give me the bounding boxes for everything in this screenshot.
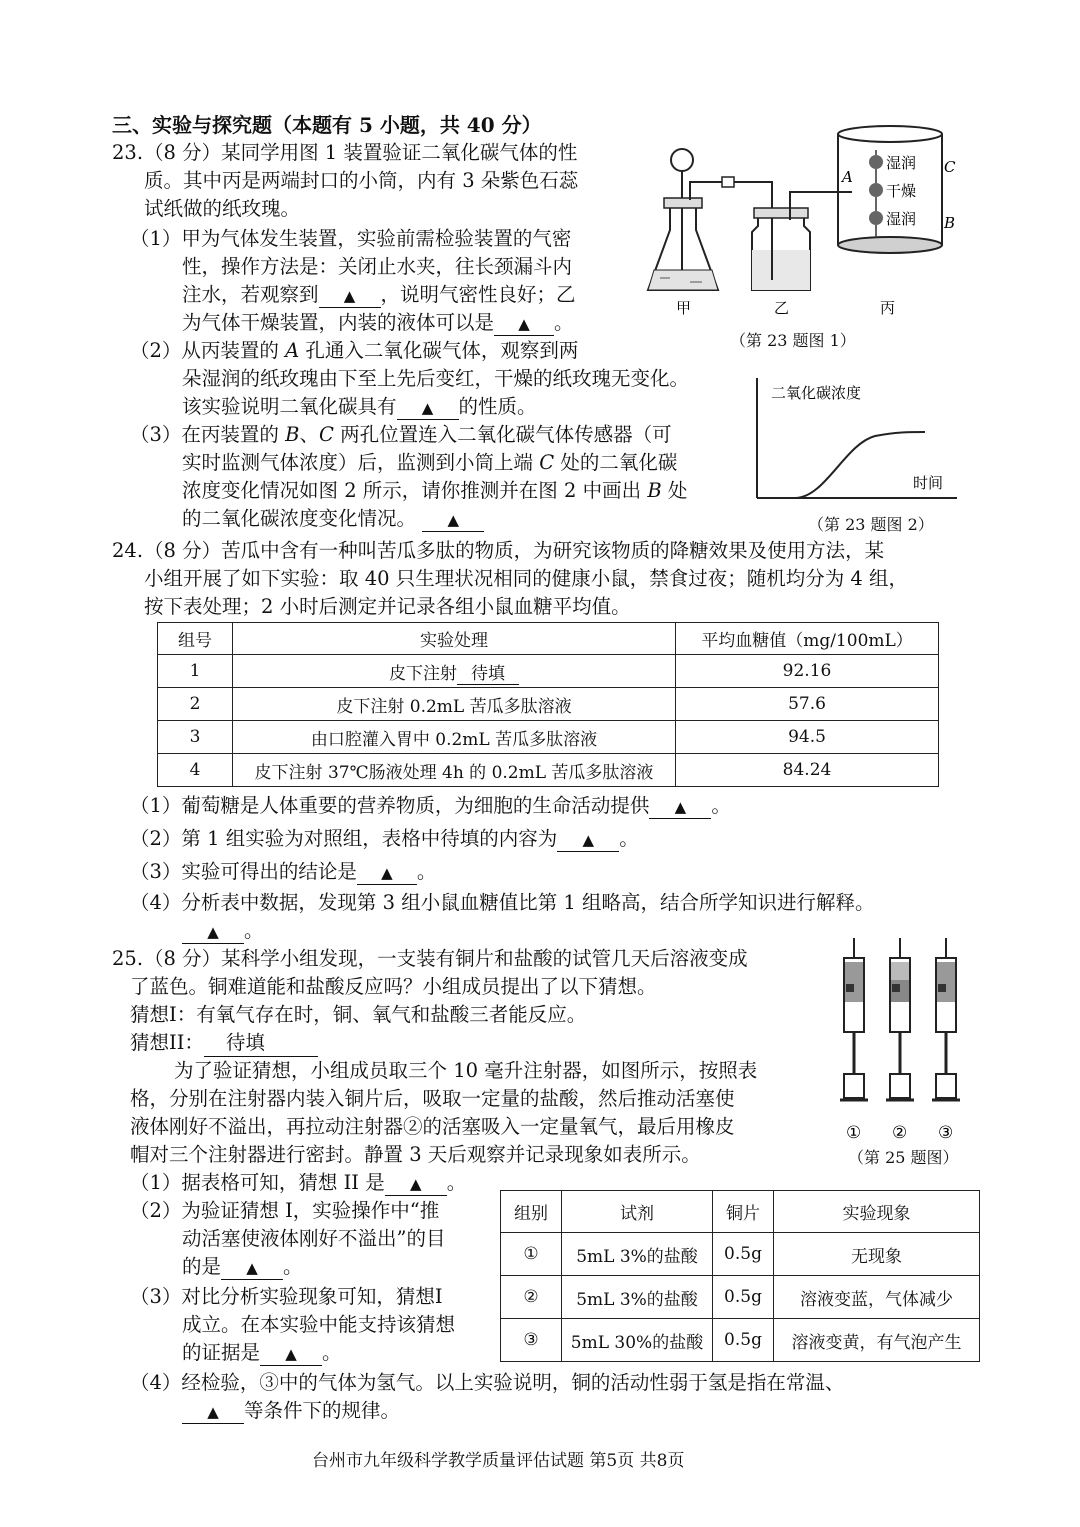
q25-p3-line1: （3）对比分析实验现象可知，猜想I	[130, 1285, 443, 1308]
syringe-num-3: ③	[938, 1123, 954, 1143]
table-row: ③ 5mL 30%的盐酸 0.5g 溶液变黄，有气泡产生	[501, 1319, 980, 1362]
q25-guess2: 猜想II： 待填	[130, 1030, 318, 1057]
q25-p3-line3: 的证据是 ▲ 。	[182, 1341, 342, 1364]
q25-p2-line2: 动活塞使液体刚好不溢出”的目	[182, 1227, 446, 1250]
q24-intro-3: 按下表处理；2 小时后测定并记录各组小鼠血糖平均值。	[144, 595, 631, 618]
q25-syringe-figure	[832, 934, 972, 1144]
device-yi: 乙	[774, 299, 790, 317]
q23-p1-line4: 为气体干燥装置，内装的液体可以是 ▲ 。	[182, 311, 574, 334]
answer-blank[interactable]: ▲	[260, 1342, 322, 1366]
graph-ylabel: 二氧化碳浓度	[771, 384, 862, 402]
table-row: 4 皮下注射 37℃肠液处理 4h 的 0.2mL 苦瓜多肽溶液 84.24	[158, 754, 939, 787]
q25-guess1: 猜想I：有氧气存在时，铜、氧气和盐酸三者能反应。	[130, 1003, 587, 1026]
q25-p4-line1: （4）经检验，③中的气体为氢气。以上实验说明，铜的活动性弱于氢是指在常温、	[130, 1371, 845, 1394]
q25-p1: （1）据表格可知，猜想 II 是 ▲ 。	[130, 1171, 467, 1194]
answer-blank[interactable]: ▲	[494, 312, 554, 336]
curve-c	[757, 432, 925, 498]
label-wet-top: 湿润	[886, 154, 917, 172]
q23-fig2-caption: （第 23 题图 2）	[808, 515, 934, 534]
q24-table	[157, 622, 939, 787]
q25-para-3: 液体刚好不溢出，再拉动注射器②的活塞吸入一定量氧气，最后用橡皮	[130, 1115, 735, 1138]
table-header: 铜片	[713, 1191, 774, 1233]
table-header: 实验现象	[774, 1191, 980, 1233]
table-row: 3 由口腔灌入胃中 0.2mL 苦瓜多肽溶液 94.5	[158, 721, 939, 754]
table-header: 实验处理	[233, 623, 676, 655]
device-jia: 甲	[676, 299, 692, 317]
q24-p3: （3）实验可得出的结论是 ▲ 。	[130, 860, 437, 883]
q23-intro-2: 质。其中丙是两端封口的小筒，内有 3 朵紫色石蕊	[144, 169, 579, 192]
q23-p3-line4: 的二氧化碳浓度变化情况。 ▲	[182, 506, 484, 532]
table-row: 1 皮下注射 待填 92.16	[158, 655, 939, 688]
answer-blank[interactable]: ▲	[319, 284, 381, 308]
label-wet-bottom: 湿润	[886, 210, 917, 228]
q25-table	[500, 1190, 980, 1362]
answer-blank[interactable]: ▲	[182, 1400, 244, 1424]
q24-number: 24.	[112, 539, 144, 562]
q25-p3-line2: 成立。在本实验中能支持该猜想	[182, 1313, 456, 1336]
q25-para-2: 格，分别在注射器内装入铜片后，吸取一定量的盐酸，然后推动活塞使	[130, 1087, 735, 1110]
q24-p1: （1）葡萄糖是人体重要的营养物质，为细胞的生命活动提供 ▲ 。	[130, 794, 731, 817]
q24-intro-2: 小组开展了如下实验：取 40 只生理状况相同的健康小鼠，禁食过夜；随机均分为 4 组，	[144, 567, 909, 590]
table-header: 试剂	[562, 1191, 713, 1233]
q23-p3-line1: （3）在丙装置的 B、C 两孔位置连入二氧化碳气体传感器（可	[130, 423, 672, 446]
q23-intro-1: （8 分）某同学用图 1 装置验证二氧化碳气体的性	[144, 141, 578, 164]
q23-number: 23.	[112, 141, 144, 164]
q25-fig-caption: （第 25 题图）	[848, 1148, 959, 1167]
syringe-num-2: ②	[892, 1123, 908, 1143]
q23-p2-line2: 朵湿润的纸玫瑰由下至上先后变红，干燥的纸玫瑰无变化。	[182, 367, 690, 390]
q23-fig1-caption: （第 23 题图 1）	[730, 331, 856, 350]
q25-number: 25.	[112, 947, 144, 970]
table-row: ② 5mL 3%的盐酸 0.5g 溶液变蓝，气体减少	[501, 1276, 980, 1319]
answer-blank[interactable]: ▲	[557, 828, 619, 852]
table-header: 组别	[501, 1191, 562, 1233]
q25-p2-line3: 的是 ▲ 。	[182, 1255, 303, 1278]
q23-p2-line1: （2）从丙装置的 A 孔通入二氧化碳气体，观察到两	[130, 339, 579, 362]
q23-p3-line3: 浓度变化情况如图 2 所示，请你推测并在图 2 中画出 B 处	[182, 479, 688, 502]
syringe-2	[886, 938, 914, 1100]
q25-intro-2: 了蓝色。铜难道能和盐酸反应吗？小组成员提出了以下猜想。	[130, 975, 657, 998]
answer-blank[interactable]: ▲	[221, 1256, 283, 1280]
q23-intro-3: 试纸做的纸玫瑰。	[144, 197, 301, 220]
hole-b: B	[944, 214, 956, 232]
q25-intro-1: （8 分）某科学小组发现，一支装有铜片和盐酸的试管几天后溶液变成	[144, 947, 748, 970]
answer-blank[interactable]: ▲	[182, 920, 244, 944]
syringe-1	[840, 938, 868, 1100]
table-header: 平均血糖值（mg/100mL）	[676, 623, 939, 655]
table-header: 组号	[158, 623, 233, 655]
hole-c: C	[944, 158, 956, 176]
page-footer: 台州市九年级科学教学质量评估试题 第5页 共8页	[312, 1451, 685, 1471]
table-row: ① 5mL 3%的盐酸 0.5g 无现象	[501, 1233, 980, 1276]
syringe-3	[932, 938, 960, 1100]
q25-para-4: 帽对三个注射器进行密封。静置 3 天后观察并记录现象如表所示。	[130, 1143, 701, 1166]
answer-blank[interactable]: ▲	[385, 1172, 447, 1196]
q23-apparatus-figure	[640, 120, 970, 320]
q24-p4-line2: ▲ 。	[182, 918, 264, 944]
q25-p2-line1: （2）为验证猜想 I，实验操作中“推	[130, 1199, 440, 1222]
q24-p2: （2）第 1 组实验为对照组，表格中待填的内容为 ▲ 。	[130, 827, 639, 850]
answer-blank[interactable]: ▲	[357, 861, 417, 885]
answer-blank[interactable]: ▲	[397, 396, 459, 420]
q23-p2-line3: 该实验说明二氧化碳具有 ▲ 的性质。	[182, 395, 537, 418]
graph-xlabel: 时间	[913, 474, 944, 492]
section-title: 三、实验与探究题（本题有 5 小题，共 40 分）	[112, 113, 542, 137]
answer-blank[interactable]: ▲	[649, 795, 711, 819]
q23-p1-line2: 性，操作方法是：关闭止水夹，往长颈漏斗内	[182, 255, 573, 278]
syringe-num-1: ①	[846, 1123, 862, 1143]
q23-p3-line2: 实时监测气体浓度）后，监测到小筒上端 C 处的二氧化碳	[182, 451, 678, 474]
answer-blank[interactable]: ▲	[422, 508, 484, 532]
q25-p4-line2: ▲ 等条件下的规律。	[182, 1398, 400, 1424]
q23-concentration-graph	[745, 374, 960, 504]
label-dry: 干燥	[886, 182, 917, 200]
table-row: 2 皮下注射 0.2mL 苦瓜多肽溶液 57.6	[158, 688, 939, 721]
device-bing: 丙	[880, 299, 896, 317]
q25-para-1: 为了验证猜想，小组成员取三个 10 毫升注射器，如图所示，按照表	[174, 1059, 758, 1082]
q24-p4-line1: （4）分析表中数据，发现第 3 组小鼠血糖值比第 1 组略高，结合所学知识进行解释。	[130, 891, 875, 914]
hole-a: A	[842, 168, 853, 186]
q24-intro-1: （8 分）苦瓜中含有一种叫苦瓜多肽的物质，为研究该物质的降糖效果及使用方法，某	[144, 539, 885, 562]
q23-p1-line3: 注水，若观察到 ▲ ，说明气密性良好；乙	[182, 283, 576, 306]
q23-p1-line1: （1）甲为气体发生装置，实验前需检验装置的气密	[130, 227, 572, 250]
